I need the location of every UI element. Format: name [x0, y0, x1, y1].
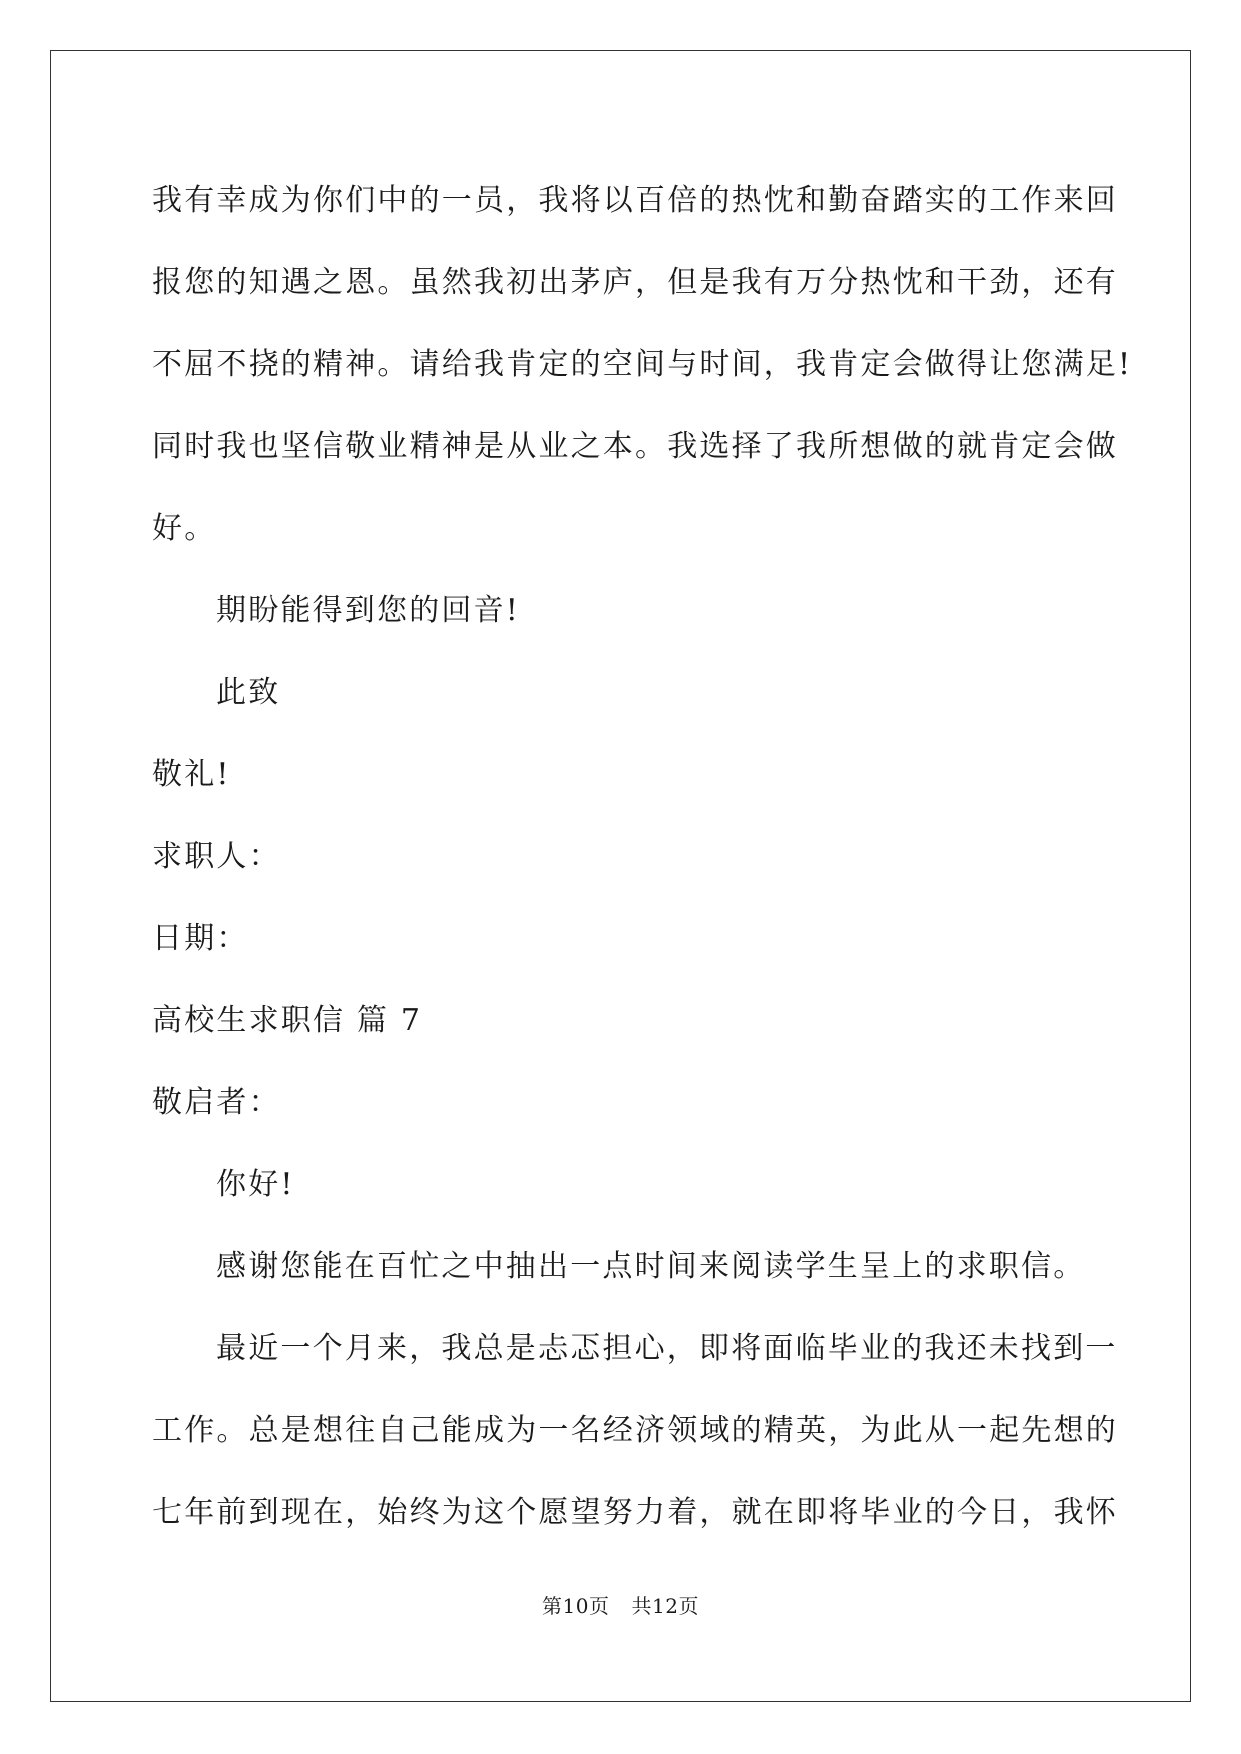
body-line: 感谢您能在百忙之中抽出一点时间来阅读学生呈上的求职信。	[216, 1249, 1086, 1284]
body-line: 最近一个月来，我总是忐忑担心，即将面临毕业的我还未找到一	[216, 1331, 1118, 1366]
document-body	[152, 160, 1133, 1554]
hello-line: 你好!	[216, 1167, 295, 1202]
closing-wish: 期盼能得到您的回音!	[216, 593, 521, 628]
regards: 敬礼!	[152, 757, 231, 792]
section-heading: 高校生求职信 篇 7	[152, 1003, 423, 1038]
current-page: 第10页	[542, 1594, 610, 1618]
page-footer	[0, 1594, 1241, 1618]
body-line: 同时我也坚信敬业精神是从业之本。我选择了我所想做的就肯定会做	[152, 429, 1118, 464]
total-pages: 共12页	[631, 1594, 699, 1618]
body-line: 好。	[152, 511, 217, 546]
body-line: 我有幸成为你们中的一员，我将以百倍的热忱和勤奋踏实的工作来回	[152, 183, 1118, 218]
date-label: 日期：	[152, 921, 249, 956]
body-line: 不屈不挠的精神。请给我肯定的空间与时间，我肯定会做得让您满足!	[152, 347, 1133, 382]
applicant-label: 求职人：	[152, 839, 281, 874]
body-line: 七年前到现在，始终为这个愿望努力着，就在即将毕业的今日，我怀	[152, 1495, 1118, 1530]
greeting: 敬启者：	[152, 1085, 281, 1120]
body-line: 工作。总是想往自己能成为一名经济领域的精英，为此从一起先想的	[152, 1413, 1118, 1448]
body-line: 报您的知遇之恩。虽然我初出茅庐，但是我有万分热忱和干劲，还有	[152, 265, 1118, 300]
salutation-closing: 此致	[216, 675, 281, 710]
